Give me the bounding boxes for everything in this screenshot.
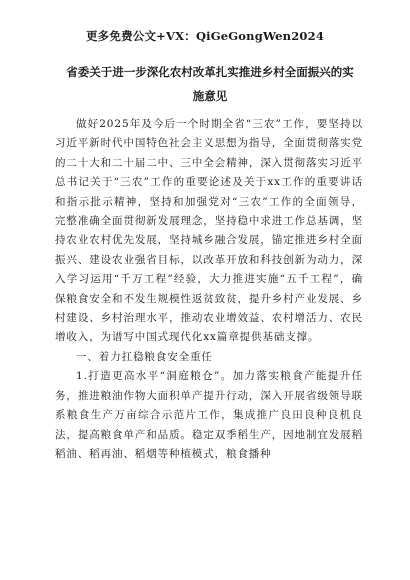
section-heading: 一、着力扛稳粮食安全重任: [76, 350, 213, 363]
promo-header: 更多免费公文+VX：QiGeGongWen2024: [85, 29, 325, 43]
intro-paragraph: 做好2025年及今后一个时期全省“三农”工作，要坚持以习近平新时代中国特色社会主义思想为指导，全面贯彻落实党的二十大和二十届二中、三中全会精神，深入贯彻落实习近平总书记关于“三农”工作的重要论述及关于xx工作的重要讲话和指示批示精神，坚持和加强党对“三农”工作的全面领导，完整准确全面贯彻新发展理念，坚持稳中求进工作总基调，坚持农业农村优先发展，坚持城乡融合发展，锚定推进乡村全面振兴、建设农业强省目标，以改革开放和科技创新为动力，深入学习运用“千万工程”经验，大力推进实施“五千工程”，确保粮食安全和不发生规模性返贫致贫，提升乡村产业发展、乡村建设、乡村治理水平，推动农业增效益、农村增活力、农民增收入，为谱写中国式现代化xx篇章提供基础支撑。: [55, 118, 363, 344]
subsection-paragraph: 1.打造更高水平“洞庭粮仓”。加力落实粮食产能提升任务，推进粮油作物大面积单产提升行动，深入开展省级领导联系粮食生产万亩综合示范片工作，集成推广良田良种良机良法，提高粮食单产和品质。稳定双季稻生产，因地制宜发展稻稻油、稻再油、稻烟等种植模式，粮食播种: [55, 370, 363, 460]
document-title: 省委关于进一步深化农村改革扎实推进乡村全面振兴的实施意见: [66, 65, 354, 103]
document-body: [55, 115, 363, 464]
